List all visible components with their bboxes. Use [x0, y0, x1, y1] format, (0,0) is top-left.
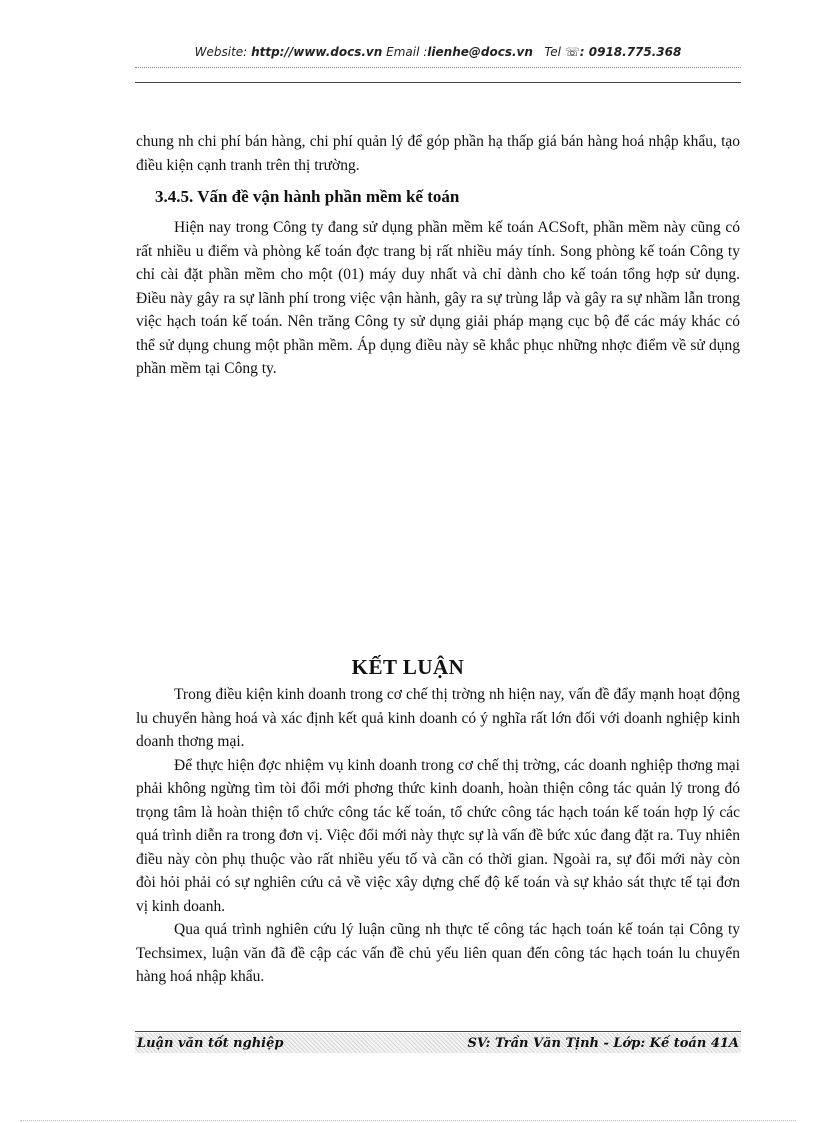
conclusion-paragraph: Trong điều kiện kinh doanh trong cơ chế thị trờng nh hiện nay, vấn đề đẩy mạnh hoạt động lu chuyển hàng hoá và xác định kết quả kinh doanh có ý nghĩa rất lớn đối với doanh nghiệp kinh doanh thơng mại.: [136, 686, 740, 750]
page-header: [135, 45, 741, 59]
footer-rule: [135, 1031, 741, 1032]
website-link[interactable]: http://www.docs.vn: [251, 45, 383, 59]
intro-paragraph: chung nh chi phí bán hàng, chi phí quản lý để góp phần hạ thấp giá bán hàng hoá nhập khẩu, tạo điều kiện cạnh tranh trên thị trường.: [136, 133, 740, 174]
tel-label: Tel: [544, 45, 561, 59]
footer-student-info: SV: Trần Văn Tịnh - Lớp: Kế toán 41A: [467, 1035, 739, 1051]
header-rule: [135, 82, 741, 83]
phone-number: : 0918.775.368: [579, 45, 682, 59]
section-heading: 3.4.5. Vấn đề vận hành phần mềm kế toán: [155, 187, 460, 206]
conclusion-paragraph: Để thực hiện đợc nhiệm vụ kinh doanh trong cơ chế thị trờng, các doanh nghiệp thơng mại phải không ngừng tìm tòi đổi mới phơng thức kinh doanh, hoàn thiện công tác quản lý trong đó trọng tâm là hoàn thiện tổ chức công tác kế toán, tổ chức công tác hạch toán kế toán hợp lý các quá trình diễn ra trong đơn vị. Việc đổi mới này thực sự là vấn đề bức xúc đang đặt ra. Tuy nhiên điều này còn phụ thuộc vào rất nhiều yếu tố và cần có thời gian. Ngoài ra, sự đổi mới này còn đòi hỏi phải có sự nghiên cứu cả về việc xây dựng chế độ kế toán và sự khảo sát thực tế tại đơn vị kinh doanh.: [136, 756, 740, 915]
conclusion-body: [136, 683, 740, 989]
phone-icon: ☏: [564, 45, 580, 59]
section-body: [136, 216, 740, 381]
page-bottom-border: [20, 1120, 796, 1121]
conclusion-title: KẾT LUẬN: [351, 655, 465, 679]
email-link[interactable]: lienhe@docs.vn: [427, 45, 533, 59]
email-label: Email :: [386, 45, 428, 59]
header-dotted-rule: [135, 67, 741, 68]
page-footer: [135, 1033, 741, 1053]
footer-thesis-label: Luận văn tốt nghiệp: [137, 1035, 284, 1051]
conclusion-paragraph: Qua quá trình nghiên cứu lý luận cũng nh thực tế công tác hạch toán kế toán tại Công ty Techsimex, luận văn đã đề cập các vấn đề chủ yếu liên quan đến công tác hạch toán lu chuyển hàng hoá nhập khẩu.: [136, 921, 740, 985]
intro-block: [136, 130, 740, 177]
website-label: Website:: [194, 45, 248, 59]
section-paragraph: Hiện nay trong Công ty đang sử dụng phần mềm kế toán ACSoft, phần mềm này cũng có rất nhiều u điểm và phòng kế toán đợc trang bị rất nhiều máy tính. Song phòng kế toán Công ty chỉ cài đặt phần mềm cho một (01) máy duy nhất và chỉ dành cho kế toán tổng hợp sử dụng. Điều này gây ra sự lãnh phí trong việc vận hành, gây ra sự trùng lắp và gây ra sự nhầm lẫn trong việc hạch toán kế toán. Nên trăng Công ty sử dụng giải pháp mạng cục bộ để các máy khác có thể sử dụng chung một phần mềm. Áp dụng điều này sẽ khắc phục những nhợc điểm về sử dụng phần mềm tại Công ty.: [136, 219, 740, 377]
